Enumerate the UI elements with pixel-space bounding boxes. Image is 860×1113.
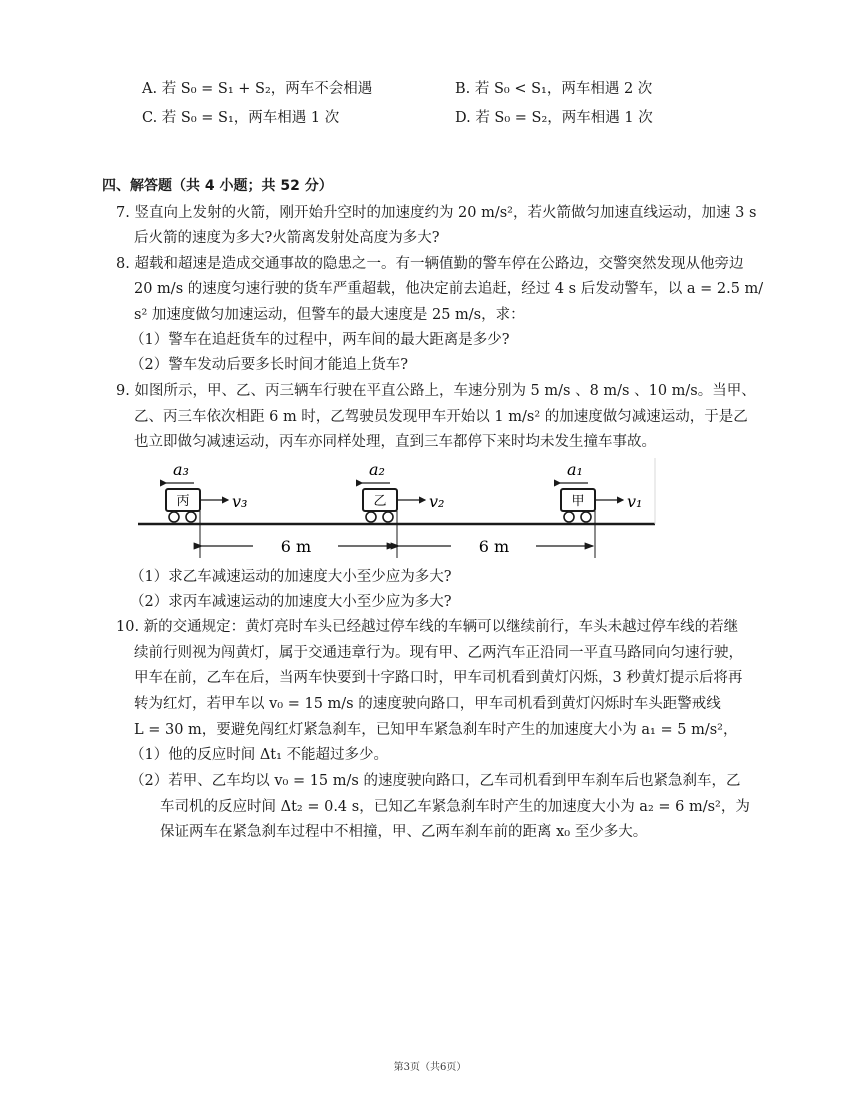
q10-line2: 续前行则视为闯黄灯，属于交通违章行为。现有甲、乙两汽车正沿同一平直马路同向匀速行驶， <box>134 645 743 661</box>
q8-sub2: （2）警车发动后要多长时间才能追上货车? <box>130 357 408 373</box>
q10-sub1: （1）他的反应时间 Δt₁ 不能超过多少。 <box>130 747 389 763</box>
option-a: A. 若 S₀ = S₁ + S₂，两车不会相遇 <box>142 81 373 97</box>
q9-sub1: （1）求乙车减速运动的加速度大小至少应为多大? <box>130 569 452 585</box>
three-cars-figure <box>138 458 658 568</box>
q10-line1: 10. 新的交通规定：黄灯亮时车头已经越过停车线的车辆可以继续前行，车头未越过停车线的若继 <box>116 619 739 635</box>
car-bing-char: 丙 <box>176 494 190 509</box>
car-jia-accel-label: a₁ <box>567 460 583 479</box>
q10-sub2-line2: 车司机的反应时间 Δt₂ = 0.4 s，已知乙车紧急刹车时产生的加速度大小为 a₂ = 6 m/s²，为 <box>160 799 750 815</box>
q9-sub2: （2）求丙车减速运动的加速度大小至少应为多大? <box>130 594 452 610</box>
car-yi-char: 乙 <box>373 494 387 509</box>
dist1-label: 6 m <box>280 537 312 556</box>
option-d: D. 若 S₀ = S₂，两车相遇 1 次 <box>455 110 653 126</box>
q10-sub2-line3: 保证两车在紧急刹车过程中不相撞，甲、乙两车刹车前的距离 x₀ 至少多大。 <box>160 824 648 840</box>
car-bing-vel-label: v₃ <box>232 492 248 511</box>
car-bing-accel-label: a₃ <box>173 460 189 479</box>
q10-sub2-line1: （2）若甲、乙车均以 v₀ = 15 m/s 的速度驶向路口，乙车司机看到甲车刹车后也紧急刹车，乙 <box>130 773 741 789</box>
car-jia-vel-label: v₁ <box>627 492 643 511</box>
car-bing <box>166 460 247 558</box>
option-b: B. 若 S₀ < S₁，两车相遇 2 次 <box>455 81 653 97</box>
car-yi-accel-label: a₂ <box>369 460 385 479</box>
q9-line1: 9. 如图所示，甲、乙、丙三辆车行驶在平直公路上，车速分别为 5 m/s 、8 m/s 、10 m/s。当甲、 <box>116 383 756 399</box>
q7-line1: 7. 竖直向上发射的火箭，刚开始升空时的加速度约为 20 m/s²，若火箭做匀加速直线运动，加速 3 s <box>116 205 757 221</box>
page-footer: 第3页（共6页） <box>393 1062 467 1073</box>
q10-line3: 甲车在前，乙车在后，当两车快要到十字路口时，甲车司机看到黄灯闪烁，3 秒黄灯提示后将再 <box>134 670 743 686</box>
q9-line2: 乙、丙三车依次相距 6 m 时，乙驾驶员发现甲车开始以 1 m/s² 的加速度做匀减速运动，于是乙 <box>134 409 748 425</box>
option-c: C. 若 S₀ = S₁，两车相遇 1 次 <box>142 110 340 126</box>
q9-line3: 也立即做匀减速运动，丙车亦同样处理，直到三车都停下来时均未发生撞车事故。 <box>134 434 656 450</box>
q8-line2: 20 m/s 的速度匀速行驶的货车严重超载，他决定前去追赶，经过 4 s 后发动警车，以 a = 2.5 m/ <box>134 281 764 297</box>
car-jia <box>560 460 642 558</box>
q8-sub1: （1）警车在追赶货车的过程中，两车间的最大距离是多少? <box>130 332 510 348</box>
car-yi-vel-label: v₂ <box>429 492 445 511</box>
dist2-label: 6 m <box>478 537 510 556</box>
q10-line5: L = 30 m，要避免闯红灯紧急刹车，已知甲车紧急刹车时产生的加速度大小为 a₁ = 5 m/s²， <box>134 722 738 738</box>
q7-line2: 后火箭的速度为多大?火箭离发射处高度为多大? <box>134 230 440 246</box>
q10-line4: 转为红灯，若甲车以 v₀ = 15 m/s 的速度驶向路口，甲车司机看到黄灯闪烁时车头距警戒线 <box>134 696 721 712</box>
car-jia-char: 甲 <box>571 494 585 509</box>
q8-line1: 8. 超载和超速是造成交通事故的隐患之一。有一辆值勤的警车停在公路边，交警突然发现从他旁边 <box>116 256 744 272</box>
q8-line3: s² 加速度做匀加速运动，但警车的最大速度是 25 m/s，求： <box>134 307 525 323</box>
car-yi <box>362 460 444 558</box>
section-title: 四、解答题（共 4 小题；共 52 分） <box>102 178 333 194</box>
